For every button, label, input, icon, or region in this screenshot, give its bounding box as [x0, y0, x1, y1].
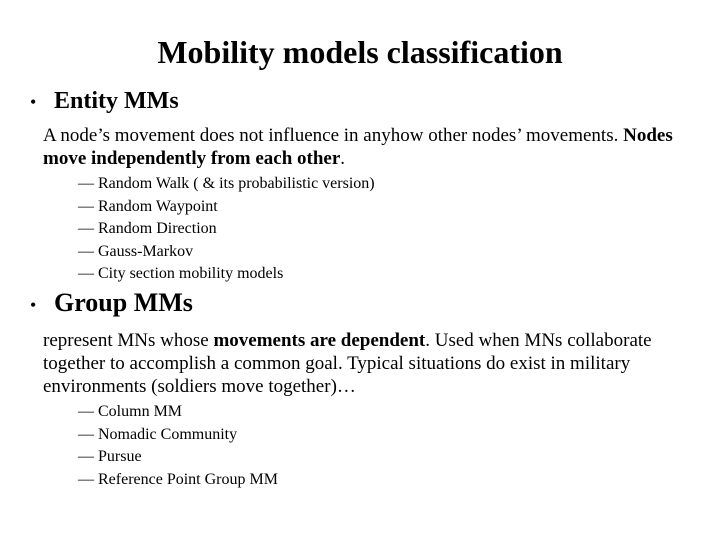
list-item: [78, 263, 375, 286]
list-item: [78, 196, 375, 219]
group-mms-heading-text: Group MMs: [54, 288, 193, 317]
list-item-text: Random Waypoint: [98, 197, 218, 215]
dash-icon: —: [78, 470, 94, 488]
list-item: [78, 446, 278, 469]
group-desc-end: . Used when MNs collaborate together to accomplish a common goal. Typical situations do exist in military environments (soldiers move together)…: [43, 330, 652, 397]
list-item-text: Nomadic Community: [98, 425, 238, 443]
dash-icon: —: [78, 265, 94, 282]
list-item: [78, 241, 375, 264]
group-mms-description: [43, 329, 683, 398]
entity-desc-end: .: [340, 148, 346, 169]
list-item-text: City section mobility models: [98, 265, 284, 282]
dash-icon: —: [78, 220, 94, 237]
entity-mms-list: [78, 173, 375, 286]
list-item: [78, 469, 278, 492]
list-item-text: Reference Point Group MM: [98, 470, 278, 488]
group-mms-list: [78, 401, 278, 491]
dash-icon: —: [78, 242, 94, 260]
entity-desc-plain: A node’s movement does not influence in anyhow other nodes’ movements.: [43, 125, 624, 146]
list-item: [78, 401, 278, 424]
dash-icon: —: [78, 448, 94, 465]
list-item-text: Column MM: [98, 403, 183, 420]
group-mms-heading: [30, 289, 193, 319]
group-desc-bold: movements are dependent: [213, 330, 426, 351]
entity-mms-heading: [30, 87, 179, 116]
dash-icon: —: [78, 425, 94, 443]
dash-icon: —: [78, 175, 94, 192]
list-item: [78, 218, 375, 241]
list-item-text: Gauss-Markov: [98, 242, 194, 260]
group-desc-start: represent MNs whose: [43, 330, 214, 351]
slide-title: Mobility models classification: [157, 34, 563, 70]
bullet-icon: •: [30, 295, 37, 315]
list-item-text: Random Direction: [98, 220, 217, 237]
list-item-text: Random Walk ( & its probabilistic version): [98, 175, 375, 192]
entity-mms-heading-text: Entity MMs: [54, 88, 179, 114]
entity-desc-bold: Nodes move independently from each other: [43, 125, 673, 169]
list-item: [78, 424, 278, 447]
list-item: [78, 173, 375, 196]
dash-icon: —: [78, 197, 94, 215]
dash-icon: —: [78, 403, 94, 420]
entity-mms-description: [43, 124, 683, 170]
bullet-icon: •: [30, 92, 37, 112]
list-item-text: Pursue: [98, 448, 142, 465]
